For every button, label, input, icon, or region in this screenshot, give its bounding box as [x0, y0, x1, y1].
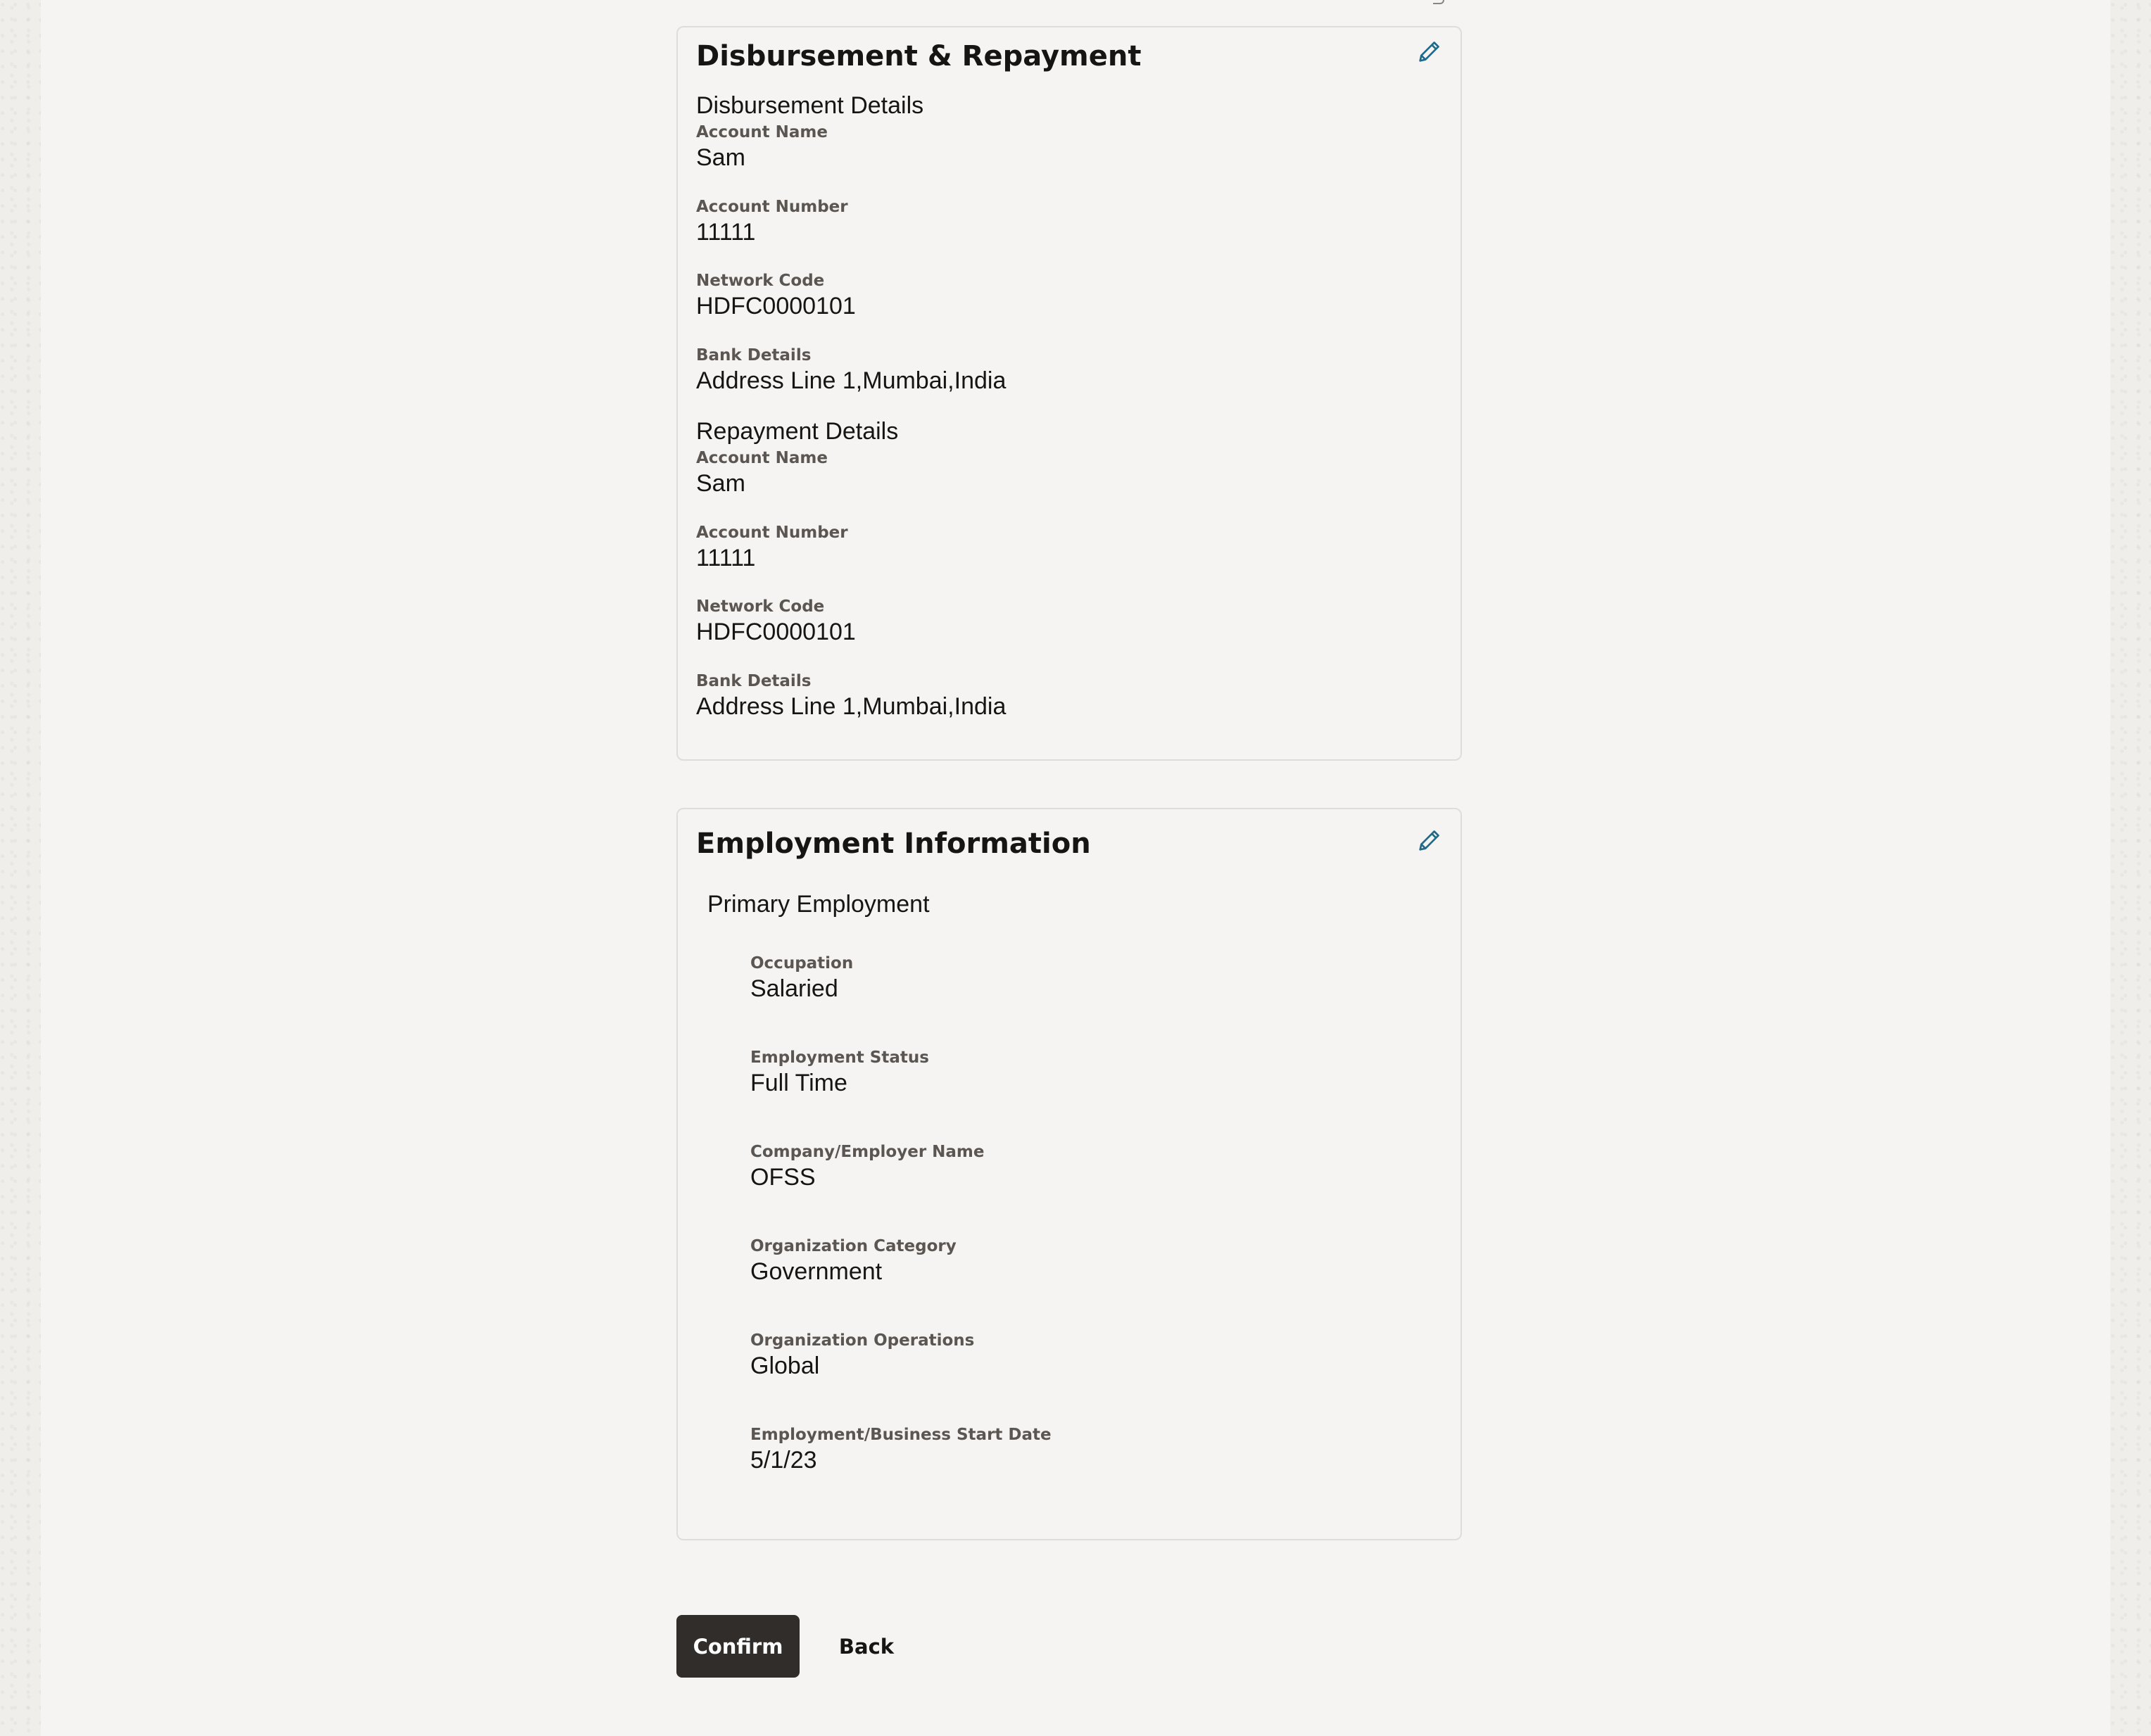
back-button[interactable]: Back — [824, 1615, 909, 1678]
primary-employment-heading: Primary Employment — [707, 891, 930, 918]
employer-name-value: OFSS — [750, 1164, 816, 1191]
pencil-icon — [1415, 37, 1444, 65]
repayment-details-heading: Repayment Details — [696, 418, 899, 445]
occupation-label: Occupation — [750, 954, 854, 972]
occupation-value: Salaried — [750, 975, 838, 1002]
decorative-side-pattern-left — [0, 0, 41, 1736]
disbursement-repayment-card — [676, 26, 1462, 761]
employment-information-card — [676, 808, 1462, 1540]
employment-status-value: Full Time — [750, 1070, 847, 1096]
organization-operations-value: Global — [750, 1352, 820, 1379]
start-date-value: 5/1/23 — [750, 1447, 817, 1474]
repayment-account-name-value: Sam — [696, 470, 745, 497]
organization-operations-label: Organization Operations — [750, 1331, 975, 1350]
repayment-account-number-label: Account Number — [696, 524, 848, 542]
scroll-edge-fragment — [1433, 0, 1444, 4]
edit-disbursement-button[interactable] — [1415, 37, 1444, 65]
disbursement-network-code-label: Network Code — [696, 272, 825, 290]
decorative-side-pattern-right — [2110, 0, 2151, 1736]
employment-status-label: Employment Status — [750, 1048, 929, 1067]
confirm-button[interactable]: Confirm — [676, 1615, 800, 1678]
employer-name-label: Company/Employer Name — [750, 1143, 985, 1161]
pencil-icon — [1415, 826, 1444, 854]
organization-category-label: Organization Category — [750, 1237, 957, 1255]
organization-category-value: Government — [750, 1258, 883, 1285]
disbursement-account-number-value: 11111 — [696, 219, 756, 246]
disbursement-account-name-label: Account Name — [696, 123, 828, 141]
disbursement-repayment-title: Disbursement & Repayment — [696, 40, 1142, 72]
disbursement-bank-details-label: Bank Details — [696, 346, 812, 365]
employment-information-title: Employment Information — [696, 828, 1091, 860]
disbursement-details-heading: Disbursement Details — [696, 92, 924, 119]
repayment-bank-details-value: Address Line 1,Mumbai,India — [696, 693, 1007, 720]
start-date-label: Employment/Business Start Date — [750, 1426, 1052, 1444]
repayment-account-number-value: 11111 — [696, 545, 756, 571]
repayment-network-code-label: Network Code — [696, 597, 825, 616]
repayment-account-name-label: Account Name — [696, 449, 828, 467]
disbursement-account-name-value: Sam — [696, 144, 745, 171]
repayment-network-code-value: HDFC0000101 — [696, 619, 856, 645]
repayment-bank-details-label: Bank Details — [696, 672, 812, 690]
disbursement-network-code-value: HDFC0000101 — [696, 293, 856, 319]
edit-employment-button[interactable] — [1415, 826, 1444, 854]
disbursement-account-number-label: Account Number — [696, 198, 848, 216]
disbursement-bank-details-value: Address Line 1,Mumbai,India — [696, 367, 1007, 394]
